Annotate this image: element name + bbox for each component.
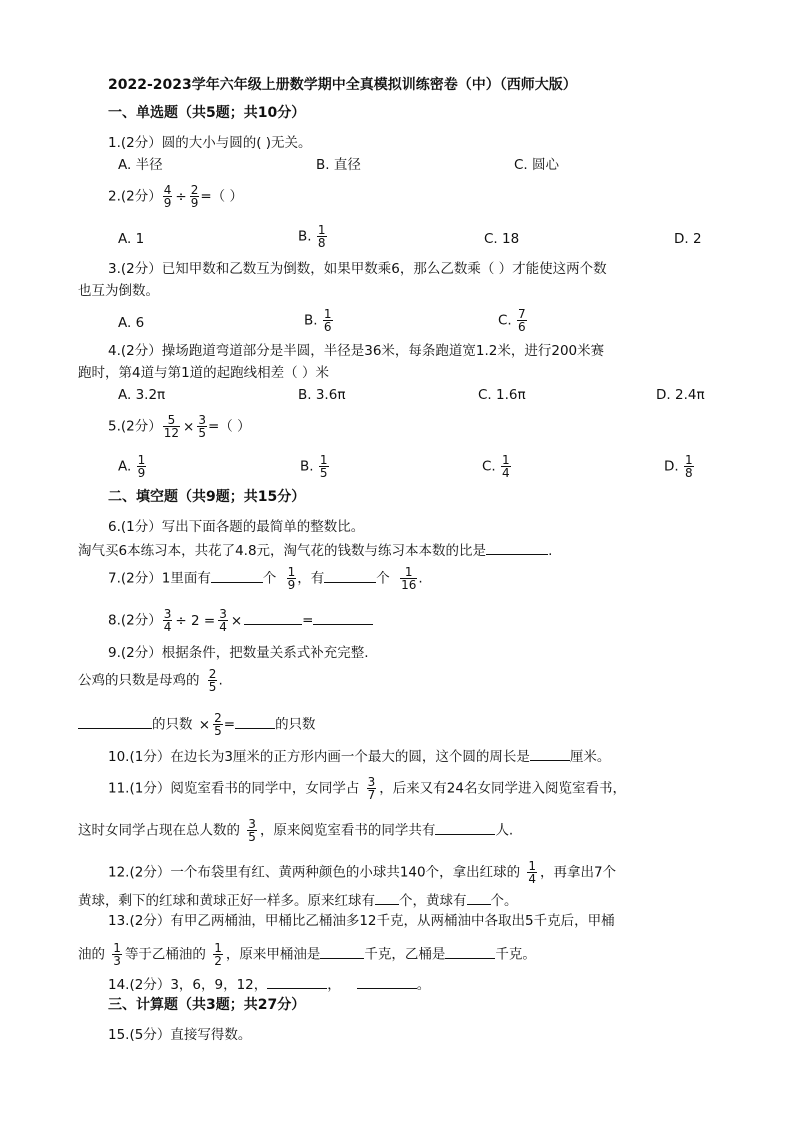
q9-condition-fraction [208, 668, 218, 693]
q5-d-numerator: 1 [684, 453, 693, 467]
q12-answer-blank-1[interactable] [375, 890, 399, 905]
q2-f1-numerator: 4 [163, 183, 172, 197]
q12-text-1b: ，再拿出7个 [540, 864, 617, 881]
q5-a-numerator: 1 [137, 453, 146, 467]
q4-option-d[interactable]: D. 2.4π [656, 387, 705, 403]
q13-f1-numerator: 1 [113, 941, 121, 955]
q3-option-b[interactable] [304, 308, 334, 333]
section-heading-single-choice: 一、单选题（共5题；共10分） [108, 105, 306, 121]
q13-text-2a: 油的 [78, 946, 105, 963]
q4-option-a[interactable]: A. 3.2π [118, 387, 166, 403]
question-9-condition [78, 668, 223, 693]
q13-text-2d: 千克，乙桶是 [364, 946, 446, 963]
question-9-relation [78, 712, 316, 737]
q2-fraction-1 [163, 184, 173, 209]
q2-option-d[interactable]: D. 2 [674, 231, 702, 247]
section-heading-fill-in: 二、填空题（共9题；共15分） [108, 489, 306, 505]
q5-option-a-label: A. [118, 458, 132, 475]
q2-b-denominator: 8 [317, 236, 326, 250]
q7-mid2: ，有 [297, 570, 325, 587]
q12-numerator: 1 [528, 859, 537, 873]
q2-option-c[interactable]: C. 18 [484, 231, 520, 247]
question-12-line-1 [108, 860, 616, 885]
q13-text-2b: 等于乙桶油的 [124, 946, 206, 963]
q5-f2-denominator: 5 [198, 426, 206, 440]
q2-head: 2.(2分） [108, 188, 162, 205]
q3-option-b-fraction [323, 308, 333, 333]
q5-option-c-fraction [501, 454, 511, 479]
q10-answer-blank[interactable] [530, 746, 570, 761]
q4-option-b[interactable]: B. 3.6π [298, 387, 346, 403]
question-6-stem: 6.(1分）写出下面各题的最简单的整数比。 [108, 519, 365, 535]
q8-f2-numerator: 3 [219, 607, 227, 621]
q7-end: . [418, 570, 423, 587]
q8-eq: = [302, 612, 314, 629]
q12-answer-blank-2[interactable] [467, 890, 491, 905]
q7-fraction-2 [400, 566, 417, 591]
q8-answer-blank-1[interactable] [244, 610, 302, 625]
q12-fraction [527, 860, 537, 885]
q13-answer-blank-1[interactable] [320, 944, 364, 959]
q8-answer-blank-2[interactable] [313, 610, 373, 625]
section-heading-calculation: 三、计算题（共3题；共27分） [108, 997, 306, 1013]
q9-condition-text: 公鸡的只数是母鸡的 [78, 672, 200, 689]
question-11-line-1 [108, 776, 626, 801]
q8-fraction-2 [218, 608, 228, 633]
q6-end: . [548, 543, 553, 559]
q2-operator: ÷ [175, 188, 187, 205]
question-11-line-2 [78, 818, 513, 843]
question-6-line-2 [78, 540, 552, 560]
q11-answer-blank[interactable] [435, 820, 495, 835]
q7-answer-blank-1[interactable] [211, 568, 263, 583]
q5-f1-numerator: 5 [167, 413, 176, 427]
q3-option-a[interactable]: A. 6 [118, 315, 145, 331]
q5-tail: =（ ） [207, 418, 251, 435]
q5-fraction-2 [197, 414, 207, 439]
q6-answer-blank[interactable] [486, 540, 548, 555]
q13-fraction-1 [112, 942, 122, 967]
question-13-line-2 [78, 942, 536, 967]
question-10-stem [108, 746, 610, 766]
q2-f2-denominator: 9 [190, 196, 199, 210]
q9-f3-denominator: 5 [214, 724, 222, 738]
q9-numerator: 2 [208, 667, 217, 681]
q8-f1-denominator: 4 [163, 620, 172, 634]
q13-f2-denominator: 2 [214, 954, 222, 968]
q10-end: 厘米。 [569, 749, 611, 765]
q9-eq: = [223, 716, 236, 733]
q13-fraction-2 [213, 942, 223, 967]
q5-option-a[interactable] [118, 454, 147, 479]
question-2-stem [108, 184, 243, 209]
q7-mid1: 个 [262, 570, 277, 587]
q2-fraction-2 [190, 184, 200, 209]
q9-relation-fraction [213, 712, 223, 737]
q11-f1-numerator: 3 [367, 775, 376, 789]
q9-f3-numerator: 2 [214, 711, 222, 725]
q9-answer-blank-1[interactable] [78, 714, 152, 729]
q13-f2-numerator: 1 [214, 941, 222, 955]
question-7-stem [108, 566, 423, 591]
q5-a-denominator: 9 [137, 466, 146, 480]
q14-answer-blank-1[interactable] [267, 974, 327, 989]
q14-text: 14.(2分）3，6，9，12， [108, 977, 268, 993]
q5-f1-denominator: 12 [163, 426, 180, 440]
q8-f2-denominator: 4 [219, 620, 227, 634]
q5-option-c-label: C. [482, 458, 496, 475]
question-3-stem-line-1: 3.(2分）已知甲数和乙数互为倒数，如果甲数乘6，那么乙数乘（ ）才能使这两个数 [108, 261, 607, 277]
q7-fraction-1 [287, 566, 297, 591]
q12-text-2c: 个。 [490, 893, 518, 909]
page-title: 2022-2023学年六年级上册数学期中全真模拟训练密卷（中）（西师大版） [108, 77, 577, 93]
q11-fraction-2 [247, 818, 257, 843]
q3-b-denominator: 6 [323, 320, 332, 334]
q9-part2: 的只数 [275, 716, 316, 733]
q8-op2: × [230, 612, 243, 629]
q2-option-b[interactable] [298, 224, 328, 249]
q5-b-numerator: 1 [319, 453, 328, 467]
q9-operator: × [198, 716, 211, 733]
q1-option-c[interactable]: C. 圆心 [514, 157, 560, 173]
q1-option-a[interactable]: A. 半径 [118, 157, 163, 173]
q5-option-b-fraction [319, 454, 329, 479]
q9-part1: 的只数 [152, 716, 193, 733]
q1-option-b[interactable]: B. 直径 [316, 157, 361, 173]
q5-c-numerator: 1 [502, 453, 510, 467]
q5-option-c[interactable] [482, 454, 512, 479]
question-12-line-2 [78, 890, 518, 910]
q5-head: 5.(2分） [108, 418, 162, 435]
q12-text-2b: 个，黄球有 [399, 893, 467, 909]
q2-f1-denominator: 9 [163, 196, 172, 210]
q11-text-2a: 这时女同学占现在总人数的 [78, 822, 240, 839]
q11-text-1b: ，后来又有24名女同学进入阅览室看书， [379, 780, 626, 797]
q14-end: 。 [416, 977, 431, 993]
q5-b-denominator: 5 [319, 466, 328, 480]
q11-f1-denominator: 7 [367, 788, 376, 802]
q5-c-denominator: 4 [502, 466, 510, 480]
question-4-stem-line-1: 4.(2分）操场跑道弯道部分是半圆，半径是36米，每条跑道宽1.2米，进行200米赛 [108, 343, 605, 359]
q5-operator: × [183, 418, 195, 435]
q11-fraction-1 [367, 776, 377, 801]
q3-option-c-label: C. [498, 312, 512, 329]
q2-option-a[interactable]: A. 1 [118, 231, 145, 247]
q5-option-b-label: B. [300, 458, 314, 475]
question-4-stem-line-2: 跑时，第4道与第1道的起跑线相差（ ）米 [78, 365, 329, 381]
q11-end: 人. [495, 822, 514, 839]
question-13-line-1: 13.(2分）有甲乙两桶油，甲桶比乙桶油多12千克，从两桶油中各取出5千克后，甲桶 [108, 913, 615, 929]
question-14-stem [108, 974, 430, 994]
q7-f1-numerator: 1 [287, 565, 296, 579]
q13-text-2e: 千克。 [495, 946, 536, 963]
q7-head: 7.(2分）1里面有 [108, 570, 211, 587]
q2-option-b-label: B. [298, 228, 312, 245]
q8-f1-numerator: 3 [163, 607, 172, 621]
q12-denominator: 4 [528, 872, 537, 886]
q7-answer-blank-2[interactable] [324, 568, 376, 583]
q13-f1-denominator: 3 [113, 954, 121, 968]
q3-option-c-fraction [517, 308, 527, 333]
q8-fraction-1 [163, 608, 173, 633]
q9-denominator: 5 [208, 680, 217, 694]
q3-c-denominator: 6 [518, 320, 526, 334]
question-9-stem: 9.(2分）根据条件，把数量关系式补充完整. [108, 645, 369, 661]
q8-head: 8.(2分） [108, 612, 162, 629]
q12-text-1a: 12.(2分）一个布袋里有红、黄两种颜色的小球共140个，拿出红球的 [108, 864, 521, 881]
question-3-stem-line-2: 也互为倒数。 [78, 283, 159, 299]
q2-option-b-fraction [317, 224, 327, 249]
q11-f2-denominator: 5 [248, 830, 256, 844]
q11-text-2b: ，原来阅览室看书的同学共有 [259, 822, 436, 839]
question-5-stem [108, 414, 251, 439]
q5-option-d-fraction [684, 454, 694, 479]
q11-text-1a: 11.(1分）阅览室看书的同学中，女同学占 [108, 780, 360, 797]
q7-mid3: 个 [376, 570, 390, 587]
question-15-stem: 15.(5分）直接写得数。 [108, 1027, 252, 1043]
q4-option-c[interactable]: C. 1.6π [478, 387, 526, 403]
q3-b-numerator: 1 [323, 307, 332, 321]
q5-option-d-label: D. [664, 458, 679, 475]
question-1-stem: 1.(2分）圆的大小与圆的( )无关。 [108, 135, 312, 151]
q2-tail: =（ ） [200, 188, 243, 205]
q5-option-a-fraction [137, 454, 147, 479]
q12-text-2a: 黄球，剩下的红球和黄球正好一样多。原来红球有 [78, 893, 375, 909]
q9-end: . [218, 672, 223, 689]
q5-option-b[interactable] [300, 454, 330, 479]
question-8-stem [108, 608, 373, 633]
q6-text: 淘气买6本练习本，共花了4.8元，淘气花的钱数与练习本本数的比是 [78, 543, 487, 559]
q13-text-2c: ，原来甲桶油是 [225, 946, 321, 963]
q9-answer-blank-2[interactable] [235, 714, 275, 729]
q2-f2-numerator: 2 [190, 183, 199, 197]
q11-f2-numerator: 3 [248, 817, 256, 831]
q10-text: 10.(1分）在边长为3厘米的正方形内画一个最大的圆，这个圆的周长是 [108, 749, 530, 765]
q3-option-b-label: B. [304, 312, 318, 329]
q8-op1: ÷ 2 = [175, 612, 216, 629]
q5-option-d[interactable] [664, 454, 695, 479]
q7-f1-denominator: 9 [287, 578, 296, 592]
q2-b-numerator: 1 [317, 223, 326, 237]
q7-f2-denominator: 16 [401, 578, 417, 592]
q3-option-c[interactable] [498, 308, 528, 333]
q5-f2-numerator: 3 [198, 413, 206, 427]
q14-sep: ， [327, 977, 341, 993]
q13-answer-blank-2[interactable] [445, 944, 495, 959]
q14-answer-blank-2[interactable] [357, 974, 417, 989]
q3-c-numerator: 7 [518, 307, 526, 321]
q5-d-denominator: 8 [684, 466, 693, 480]
q5-fraction-1 [163, 414, 180, 439]
q7-f2-numerator: 1 [404, 565, 413, 579]
